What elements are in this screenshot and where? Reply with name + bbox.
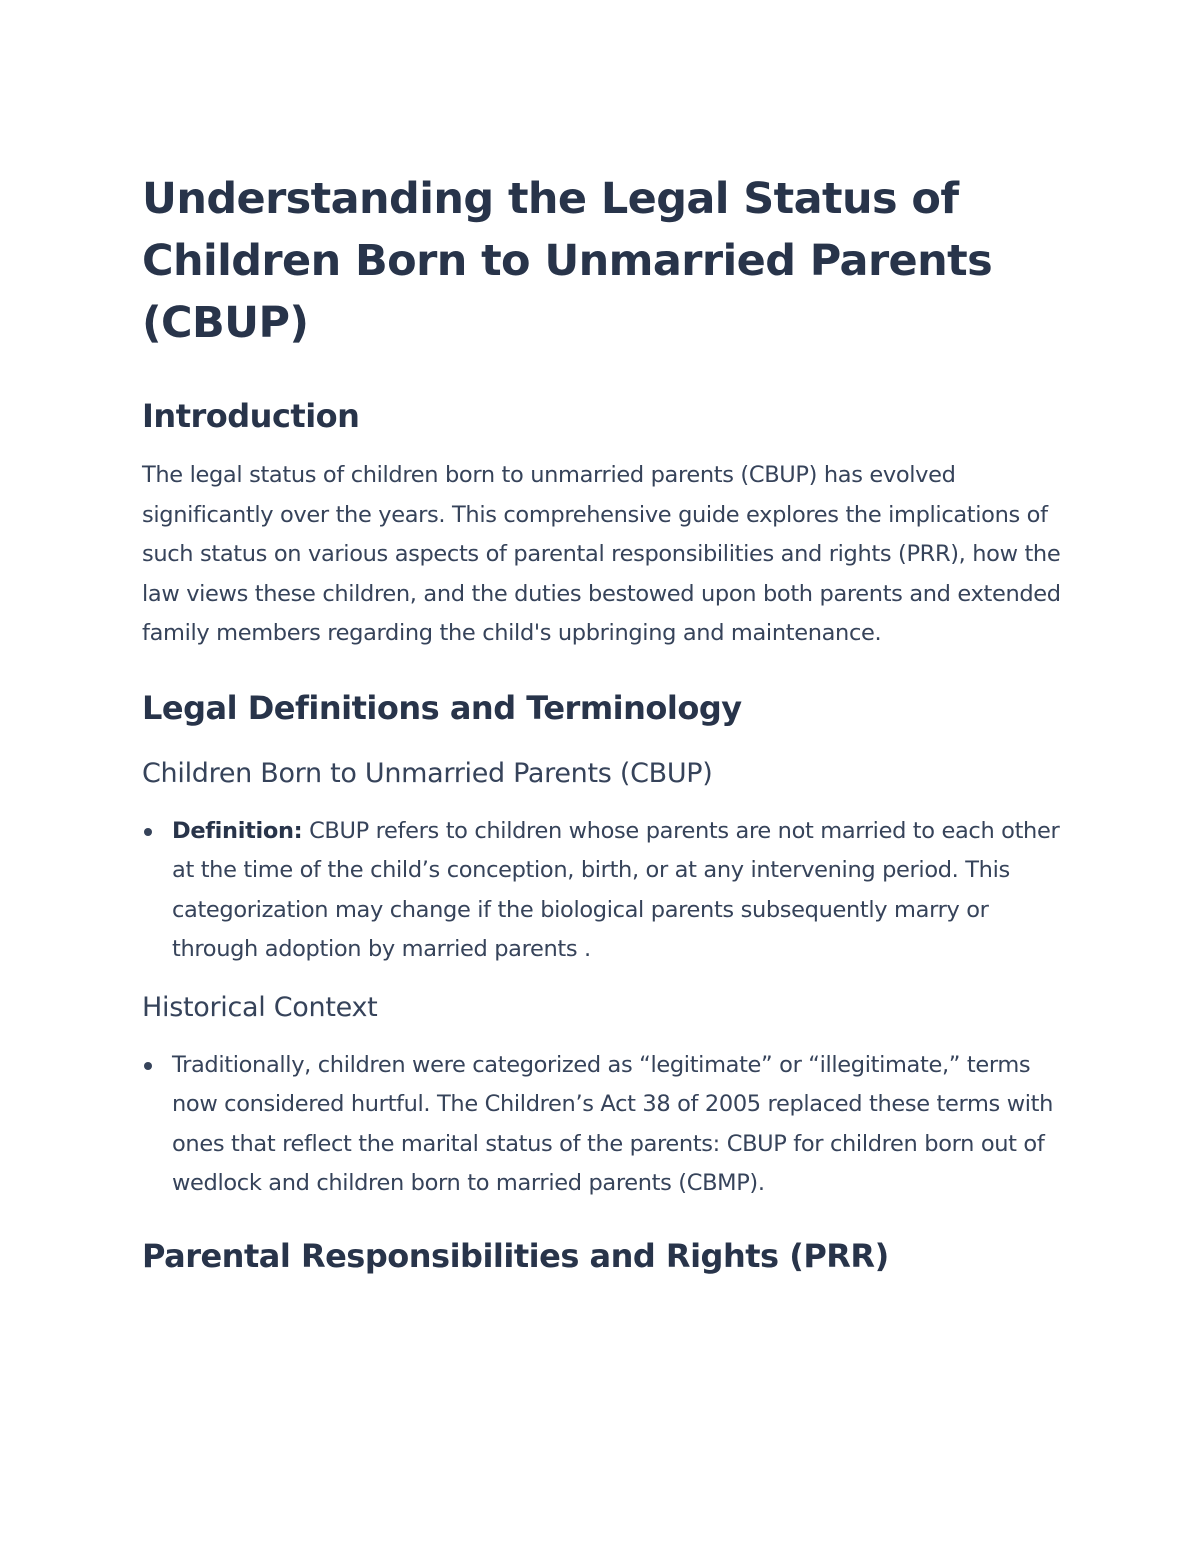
bullet-icon <box>144 828 152 836</box>
subsection-heading-cbup: Children Born to Unmarried Parents (CBUP) <box>142 757 713 789</box>
introduction-paragraph: The legal status of children born to unmarried parents (CBUP) has evolved significantly over the years. This comprehensive guide explores the implications of such status on various aspects of parental responsibilities and rights (PRR), how the law views these children, and the duties bestowed upon both parents and extended family members regarding the child's upbringing and maintenance. <box>142 462 1061 646</box>
section-heading-legal-definitions: Legal Definitions and Terminology <box>142 688 742 727</box>
historical-context-list <box>142 1046 1062 1204</box>
section-heading-prr: Parental Responsibilities and Rights (PRR) <box>142 1236 889 1275</box>
bullet-icon <box>144 1062 152 1070</box>
document-title: Understanding the Legal Status of Children Born to Unmarried Parents (CBUP) <box>142 174 993 348</box>
list-item <box>142 1046 1062 1204</box>
definition-text: CBUP refers to children whose parents are not married to each other at the time of the child’s conception, birth, or at any intervening period. This categorization may change if the biological parents subsequently marry or through adoption by married parents . <box>172 817 1060 962</box>
section-heading-introduction: Introduction <box>142 397 360 435</box>
subsection-heading-historical-context: Historical Context <box>142 991 378 1023</box>
historical-context-text: Traditionally, children were categorized as “legitimate” or “illegitimate,” terms now considered hurtful. The Children’s Act 38 of 2005 replaced these terms with ones that reflect the marital status of the parents: CBUP for children born out of wedlock and children born to married parents (CBMP). <box>172 1051 1054 1196</box>
cbup-list <box>142 812 1062 970</box>
list-item <box>142 812 1062 970</box>
definition-term: Definition: <box>172 817 303 844</box>
document-page <box>142 168 1062 1278</box>
